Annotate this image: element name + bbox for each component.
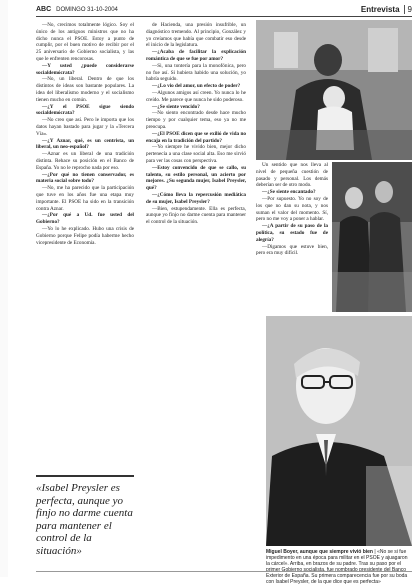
footer-rule	[36, 571, 412, 572]
question: —¿Y el PSOE sigue siendo socialdemócrata?	[36, 103, 134, 117]
question: —¿Cómo lleva la repercusión mediática de su mujer, Isabel Preysler?	[146, 191, 246, 205]
article-column-1	[36, 22, 134, 470]
question: —¿Acaba de facilitar la explicación romántica de que se fue por amor?	[146, 49, 246, 62]
article-column-2	[146, 22, 246, 568]
paragraph: —No, me ha parecido que la participación que tuve en los años fue una etapa muy importante. El PSOE ha sido en la transición contra Aznar.	[36, 185, 134, 212]
question: —¿Por qué no tienen conservador, es materia social sobre todo?	[36, 171, 134, 185]
paragraph: —Digamos que estuve bien, pero era muy difícil.	[256, 243, 328, 257]
caption-text: | «No se si fue impedimento en una época para militar en el PSOE y ajuagaron la cárcel». Arriba, en brazos de su padre. Tras su paso por el primer Gobierno socialista, fue nombrado presidente del Banco Exterior de España. Su primera comparecencia fue por su boda con Isabel Preysler, de la que dice que es perfecta»	[266, 549, 408, 585]
publication-name: ABC	[36, 6, 52, 13]
paragraph: —Bien, estupendamente. Ella es perfecta, aunque yo finjo no darme cuenta para mantener el control de la situación.	[146, 205, 246, 226]
paragraph: —Si, una tontería para la monofónica, pero no fue así. Si hubiera habido una solución, yo habría seguido.	[146, 62, 246, 83]
page-header-left	[36, 6, 118, 13]
paragraph: —Por supuesto. Yo no soy de los que no dan su nota, y nos suman el valor del momento. Sí, pero no me voy a poner a hablar.	[256, 195, 328, 223]
pull-quote: «Isabel Preysler es perfecta, aunque yo finjo no darme cuenta para mantener el control de la situación»	[36, 482, 133, 557]
paragraph: de Hacienda, una presión insufrible, un diagnóstico tremendo. Al principio, González y yo creíamos que había que combatir eso desde el inicio de la legislatura.	[146, 22, 246, 49]
question: —¿Y Aznar, qué, es un centrista, un liberal, un neo-español?	[36, 137, 134, 151]
paragraph: Un sentido que nos lleva al nivel de pequeña cuestión de pasado y personal. Los demás deberían ser de otro modo.	[256, 162, 328, 189]
question: —Y usted ¿puede considerarse socialdemócrata?	[36, 62, 134, 76]
photo-caption	[266, 549, 412, 585]
paragraph: —Aznar es un liberal de una tradición distinta. Rehace su posición en el Banco de España. Yo no le reprocho nada por eso.	[36, 151, 134, 171]
question: —Estoy convencido de que se callo, su talento, su estilo personal, un acierto por mejores. ¿Su segunda mujer, Isabel Preysler, qué?	[146, 164, 246, 192]
question: —¿A partir de su paso de la política, su estado fue de alegría?	[256, 223, 328, 243]
question: —¿Se siente vencido?	[152, 103, 200, 110]
paragraph: —Yo lo he explicado. Hubo una crisis de Gobierno porque Felipe podía haberme hecho vicepresidente de Economía.	[36, 225, 134, 246]
portrait-photo	[266, 316, 412, 546]
article-column-3	[256, 162, 328, 312]
issue-date: DOMINGO 31-10-2004	[56, 6, 118, 13]
question: —¿Lo vio del amor, un efecto de poder?	[152, 83, 241, 90]
question: —¿El PSOE dicen que se exilió de vida no encaja en la tradición del partido?	[146, 130, 246, 144]
question: —¿Por qué a Ud. fue usted del Gobierno?	[36, 212, 134, 226]
paragraph: —Algunos amigos así creen. Yo nunca lo he creído. Me parece que nunca he sido poderoso.	[146, 89, 246, 103]
pull-quote-rule	[36, 475, 134, 477]
paragraph: —No, crecimos totalmente lógico. Soy el único de los antiguos ministros que no ha dicho nunca el PSOE. Estoy a punto de cumplir, por el buen motivo de recibir por el 25 aniversario de Gobierno socialista, y las que le enfrenten rencorosas.	[36, 22, 134, 62]
event-photo	[332, 162, 412, 312]
page-header-right	[361, 5, 412, 14]
page-edge	[0, 0, 8, 577]
header-rule	[36, 16, 412, 17]
childhood-photo	[256, 20, 412, 160]
paragraph: —No creo que así. Pero le importa que los datos hayan bastado para jugar y la «Tercera Vía».	[36, 117, 134, 137]
paragraph: —No siento encontrado desde hace mucho tiempo y por cualquier tema, eso ya no me preocupa.	[146, 110, 246, 130]
paragraph: —Yo siempre he vivido bien, mejor dicho pertenecía a una clase social alta. Eso me sirvió para ver las cosas con perspectiva.	[146, 144, 246, 164]
page-number: 9	[404, 5, 412, 14]
paragraph: —No, un liberal. Dentro de que los distintos de ideas son bastante populares. La idea del liberalismo moderno y el socialismo tienen mucho en común.	[36, 76, 134, 103]
section-name: Entrevista	[360, 5, 400, 14]
question: —¿Se siente encantado?	[262, 189, 316, 196]
caption-lead: Miguel Boyer, aunque que siempre vivió bien	[266, 549, 373, 555]
